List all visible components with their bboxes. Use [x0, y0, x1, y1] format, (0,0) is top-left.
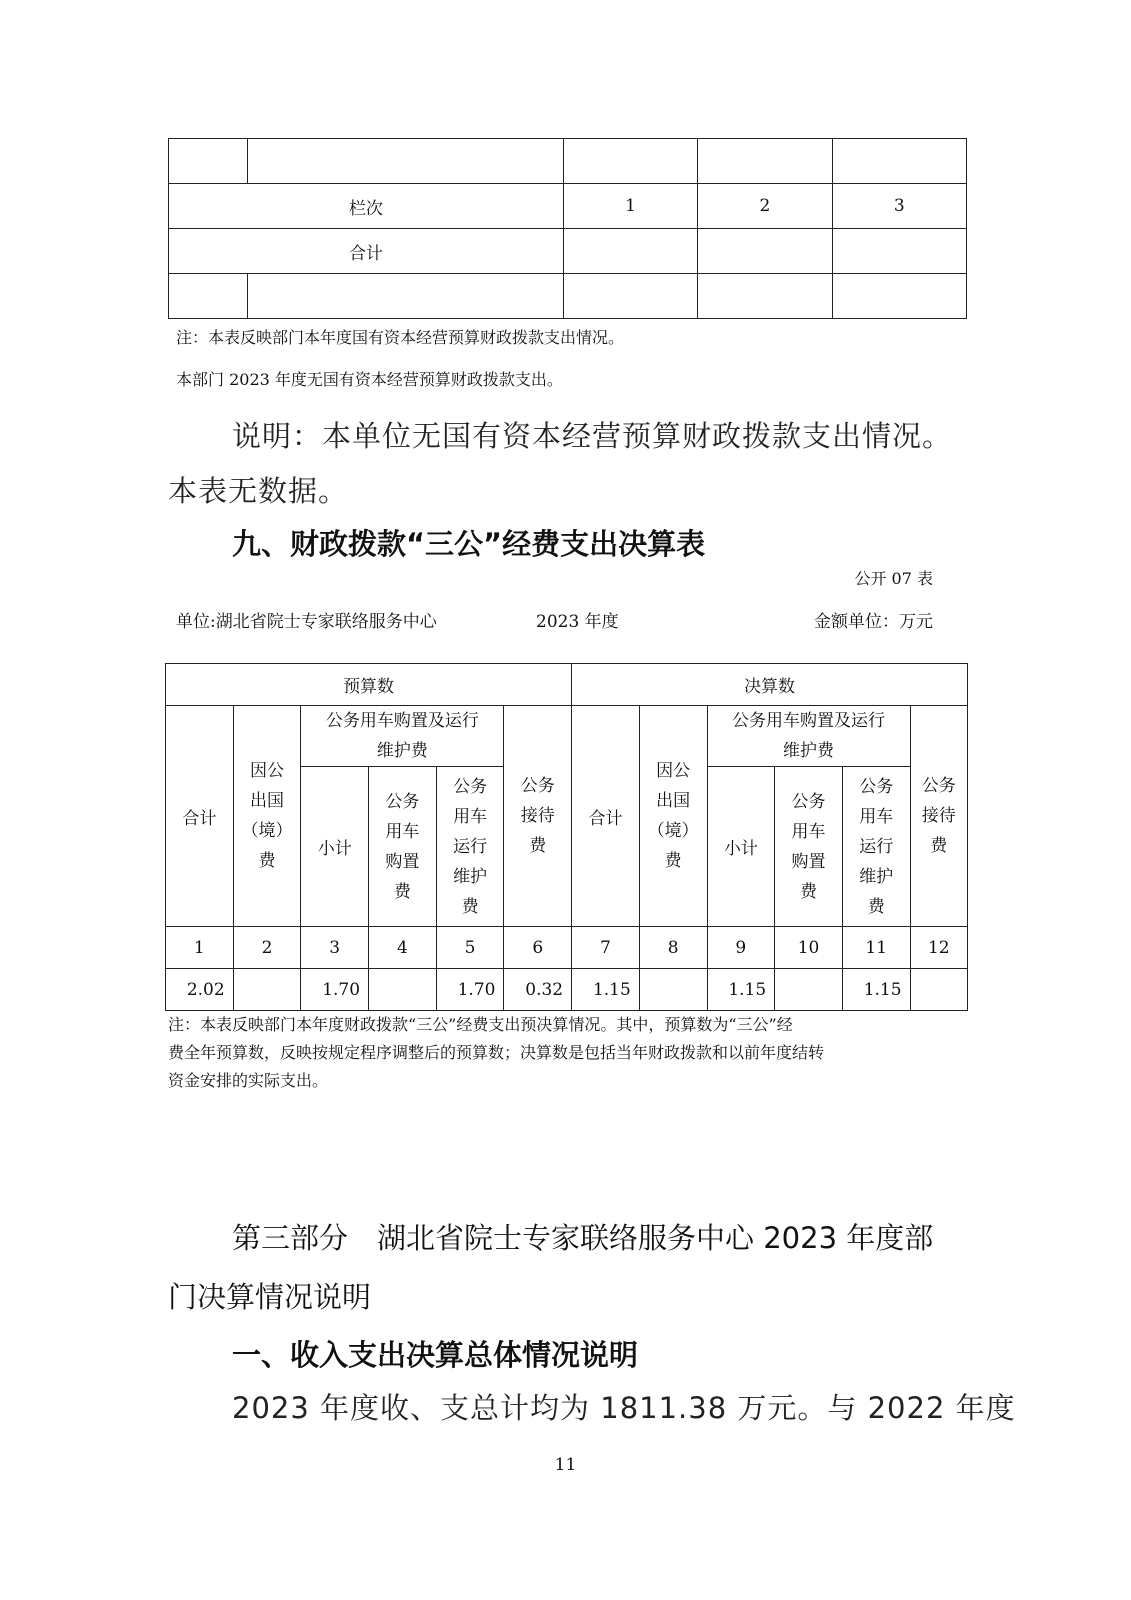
value-cell: 2.02 [166, 969, 234, 1011]
column-number: 8 [639, 927, 707, 969]
table-cell: 合计 [169, 229, 564, 274]
column-number: 1 [166, 927, 234, 969]
table-cell: 1 [563, 184, 697, 229]
table-note: 资金安排的实际支出。 [168, 1071, 329, 1090]
table-row [169, 139, 967, 184]
column-number: 5 [436, 927, 504, 969]
table-header: 公务 用车 运行 维护 费 [842, 767, 910, 927]
table-row [166, 706, 968, 767]
three-public-expense-table [165, 663, 968, 1011]
paragraph-text: 2023 年度收、支总计均为 1811.38 万元。与 2022 年度 [232, 1391, 1016, 1425]
state-capital-table [168, 138, 967, 319]
explanation-text: 说明：本单位无国有资本经营预算财政拨款支出情况。 [232, 419, 953, 453]
amount-unit-label: 金额单位：万元 [814, 612, 933, 632]
column-number: 4 [369, 927, 437, 969]
column-number: 9 [707, 927, 775, 969]
column-number: 10 [775, 927, 843, 969]
table-header: 公务 用车 购置 费 [775, 767, 843, 927]
table-header: 小计 [301, 767, 369, 927]
table-note: 费全年预算数，反映按规定程序调整后的预算数；决算数是包括当年财政拨款和以前年度结转 [168, 1043, 825, 1062]
column-number: 6 [504, 927, 572, 969]
table-row [166, 664, 968, 706]
table-cell: 2 [698, 184, 832, 229]
table-header: 因公 出国 （境） 费 [639, 706, 707, 927]
subsection-heading: 一、收入支出决算总体情况说明 [232, 1338, 639, 1372]
value-cell: 1.15 [572, 969, 640, 1011]
table-row [169, 184, 967, 229]
table-cell: 3 [832, 184, 966, 229]
table-header: 合计 [572, 706, 640, 927]
table-header: 小计 [707, 767, 775, 927]
table-note: 注：本表反映部门本年度财政拨款“三公”经费支出预决算情况。其中，预算数为“三公”经 [168, 1015, 793, 1034]
table-row [169, 274, 967, 319]
table-header: 因公 出国 （境） 费 [233, 706, 301, 927]
column-number: 12 [910, 927, 967, 969]
table-row [166, 969, 968, 1011]
column-number: 7 [572, 927, 640, 969]
table-header: 公务 接待 费 [910, 706, 967, 927]
value-cell [775, 969, 843, 1011]
table-note: 本部门 2023 年度无国有资本经营预算财政拨款支出。 [176, 370, 563, 389]
value-cell: 1.15 [707, 969, 775, 1011]
value-cell: 1.70 [301, 969, 369, 1011]
part-title: 门决算情况说明 [168, 1280, 372, 1314]
column-number: 2 [233, 927, 301, 969]
table-header: 合计 [166, 706, 234, 927]
table-header: 决算数 [572, 664, 968, 706]
value-cell [369, 969, 437, 1011]
table-header: 公务 用车 运行 维护 费 [436, 767, 504, 927]
value-cell: 1.15 [842, 969, 910, 1011]
explanation-text: 本表无数据。 [168, 474, 349, 508]
table-cell: 栏次 [169, 184, 564, 229]
table-header: 预算数 [166, 664, 572, 706]
column-number: 3 [301, 927, 369, 969]
table-header: 公务用车购置及运行 维护费 [301, 706, 504, 767]
value-cell [233, 969, 301, 1011]
table-header: 公务用车购置及运行 维护费 [707, 706, 910, 767]
section-heading: 九、财政拨款“三公”经费支出决算表 [232, 527, 706, 561]
table-header: 公务 接待 费 [504, 706, 572, 927]
unit-label: 单位:湖北省院士专家联络服务中心 [176, 612, 437, 632]
part-title: 第三部分 湖北省院士专家联络服务中心 2023 年度部 [232, 1221, 934, 1255]
year-label: 2023 年度 [536, 612, 619, 632]
table-row [169, 229, 967, 274]
value-cell [910, 969, 967, 1011]
value-cell [639, 969, 707, 1011]
table-row [166, 927, 968, 969]
column-number: 11 [842, 927, 910, 969]
page-number: 11 [554, 1455, 577, 1475]
table-note: 注：本表反映部门本年度国有资本经营预算财政拨款支出情况。 [176, 328, 625, 347]
table-header: 公务 用车 购置 费 [369, 767, 437, 927]
table-code: 公开 07 表 [854, 569, 933, 588]
value-cell: 1.70 [436, 969, 504, 1011]
value-cell: 0.32 [504, 969, 572, 1011]
